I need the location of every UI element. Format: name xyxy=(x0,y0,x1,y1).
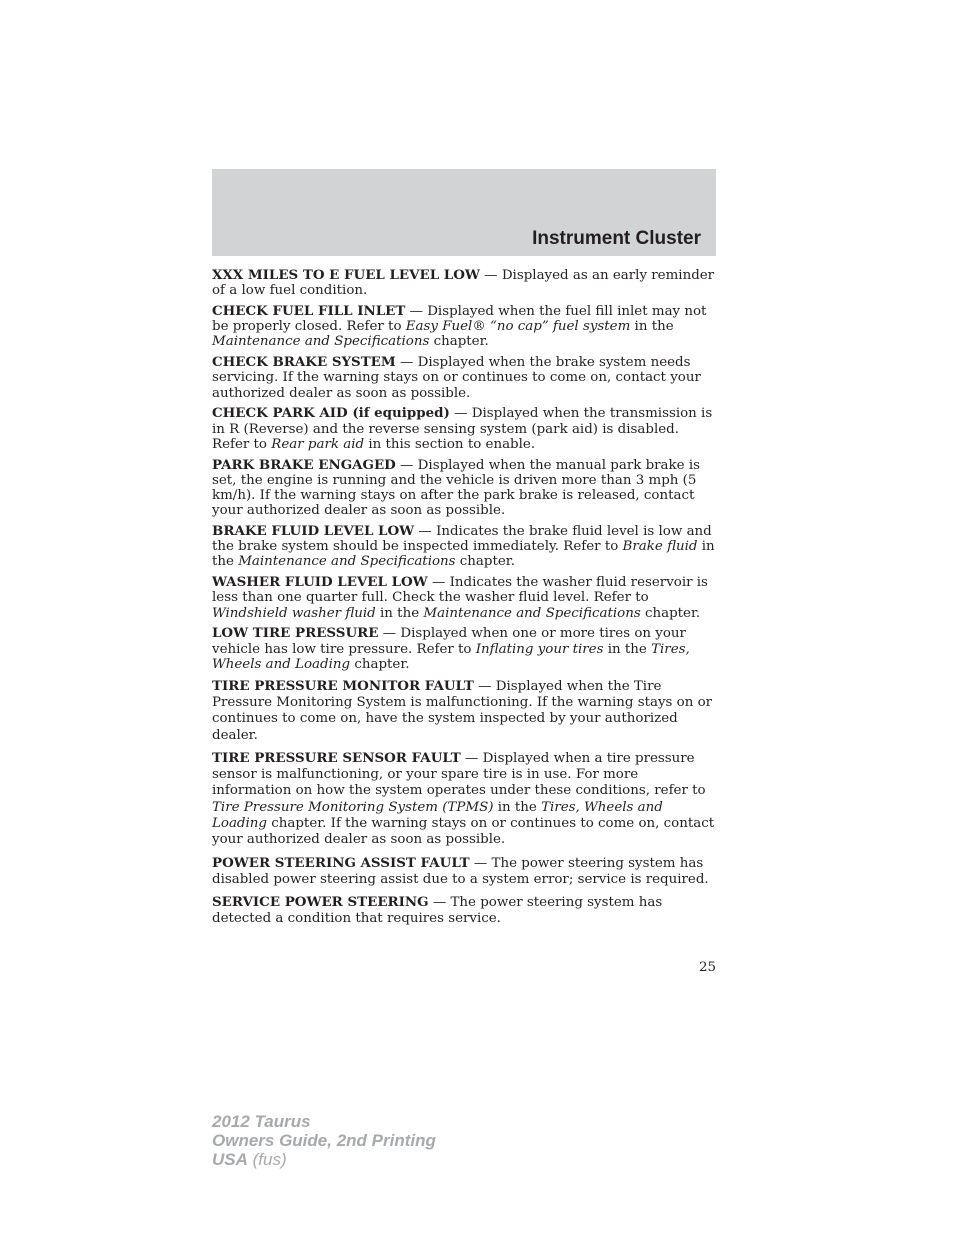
description-text: in the xyxy=(493,799,542,815)
description-text: — The power steering system has detected a condition that requires service. xyxy=(212,895,663,927)
warning-message-title: POWER STEERING ASSIST FAULT xyxy=(212,854,470,871)
cross-reference: Easy Fuel® “no cap” fuel system xyxy=(405,319,631,335)
warning-message-entry xyxy=(212,304,716,350)
warning-message-entry xyxy=(212,575,716,621)
description-text: — Displayed when the manual park brake is set, the engine is running and the vehicle is driven more than 3 mph (5 km/h). If the warning stays on after the park brake is released, contact your authorized dealer as soon as possible. xyxy=(212,457,700,519)
description-text: in the xyxy=(212,539,715,570)
warning-message-entry xyxy=(212,750,716,849)
description-text: — Displayed when the transmission is in R (Reverse) and the reverse sensing system (park aid) is disabled. Refer to xyxy=(212,406,713,452)
warning-message-entry xyxy=(212,524,716,570)
description-text: chapter. xyxy=(350,656,410,672)
warning-message-entry xyxy=(212,678,716,744)
description-text: — Displayed when a tire pressure sensor is malfunctioning, or your spare tire is in use. For more information on how the system operates under these conditions, refer to xyxy=(212,750,706,799)
cross-reference: Brake fluid xyxy=(622,539,698,555)
document-footer xyxy=(212,1112,436,1169)
description-text: — Displayed as an early reminder of a low fuel condition. xyxy=(212,268,715,299)
description-text: — Displayed when the fuel fill inlet may not be properly closed. Refer to xyxy=(212,304,707,335)
cross-reference: Maintenance and Specifications xyxy=(423,605,641,621)
description-text: — Displayed when the Tire Pressure Monitoring System is malfunctioning. If the warning stays on or continues to come on, have the system inspected by your authorized dealer. xyxy=(212,678,713,743)
warning-message-entry xyxy=(212,355,716,401)
warning-message-entry xyxy=(212,458,716,519)
description-text: chapter. If the warning stays on or continues to come on, contact your authorized dealer as soon as possible. xyxy=(212,816,715,848)
cross-reference: Windshield washer fluid xyxy=(212,605,376,621)
footer-model: 2012 Taurus xyxy=(212,1112,311,1131)
warning-message-title: XXX MILES TO E FUEL LEVEL LOW xyxy=(212,267,480,283)
warning-message-title: LOW TIRE PRESSURE xyxy=(212,625,379,642)
warning-message-title: PARK BRAKE ENGAGED xyxy=(212,456,396,473)
description-text: chapter. xyxy=(455,554,515,570)
footer-region-suffix: (fus) xyxy=(247,1150,287,1169)
description-text: — Displayed when one or more tires on your vehicle has low tire pressure. Refer to xyxy=(212,626,686,657)
cross-reference: Tires, Wheels and Loading xyxy=(212,641,690,672)
cross-reference: Tires, Wheels and Loading xyxy=(212,799,663,831)
warning-message-entry xyxy=(212,626,716,672)
warning-message-title: BRAKE FLUID LEVEL LOW xyxy=(212,523,415,540)
cross-reference: Maintenance and Specifications xyxy=(212,334,430,350)
warning-message-title: WASHER FLUID LEVEL LOW xyxy=(212,574,428,591)
warning-message-entry xyxy=(212,894,716,928)
description-text: chapter. xyxy=(640,605,701,621)
description-text: in the xyxy=(603,641,652,657)
section-title: Instrument Cluster xyxy=(532,228,701,249)
warning-message-title: TIRE PRESSURE MONITOR FAULT xyxy=(212,677,474,694)
description-text: — Displayed when the brake system needs servicing. If the warning stays on or continues to come on, contact your authorized dealer as soon as possible. xyxy=(212,355,701,401)
cross-reference: Inflating your tires xyxy=(475,641,604,657)
warning-message-entry xyxy=(212,268,716,298)
description-text: — Indicates the brake fluid level is low and the brake system should be inspected immediately. Refer to xyxy=(212,524,712,555)
description-text: chapter. xyxy=(429,334,489,350)
description-text: in the xyxy=(630,319,674,335)
description-text: — Indicates the washer fluid reservoir is less than one quarter full. Check the washer fluid level. Refer to xyxy=(212,575,708,606)
description-text: — The power steering system has disabled power steering assist due to a system error; service is required. xyxy=(212,855,709,887)
warning-message-title: TIRE PRESSURE SENSOR FAULT xyxy=(212,749,461,766)
warning-message-title: CHECK PARK AID (if equipped) xyxy=(212,405,450,422)
description-text: in this section to enable. xyxy=(364,436,536,452)
footer-region xyxy=(212,1150,436,1169)
footer-guide-edition: Owners Guide, 2nd Printing xyxy=(212,1131,436,1150)
cross-reference: Maintenance and Specifications xyxy=(238,554,456,570)
warning-message-title: CHECK FUEL FILL INLET xyxy=(212,303,406,319)
warning-message-title: SERVICE POWER STEERING xyxy=(212,894,429,911)
cross-reference: Rear park aid xyxy=(271,436,365,452)
page-content xyxy=(212,268,716,934)
description-text: in the xyxy=(375,605,424,621)
page-number: 25 xyxy=(698,960,716,975)
section-header-bar xyxy=(212,169,716,256)
footer-region-code: USA xyxy=(212,1150,248,1169)
cross-reference: Tire Pressure Monitoring System (TPMS) xyxy=(212,799,494,815)
warning-message-title: CHECK BRAKE SYSTEM xyxy=(212,354,396,371)
warning-message-entry xyxy=(212,855,716,889)
warning-message-entry xyxy=(212,406,716,452)
